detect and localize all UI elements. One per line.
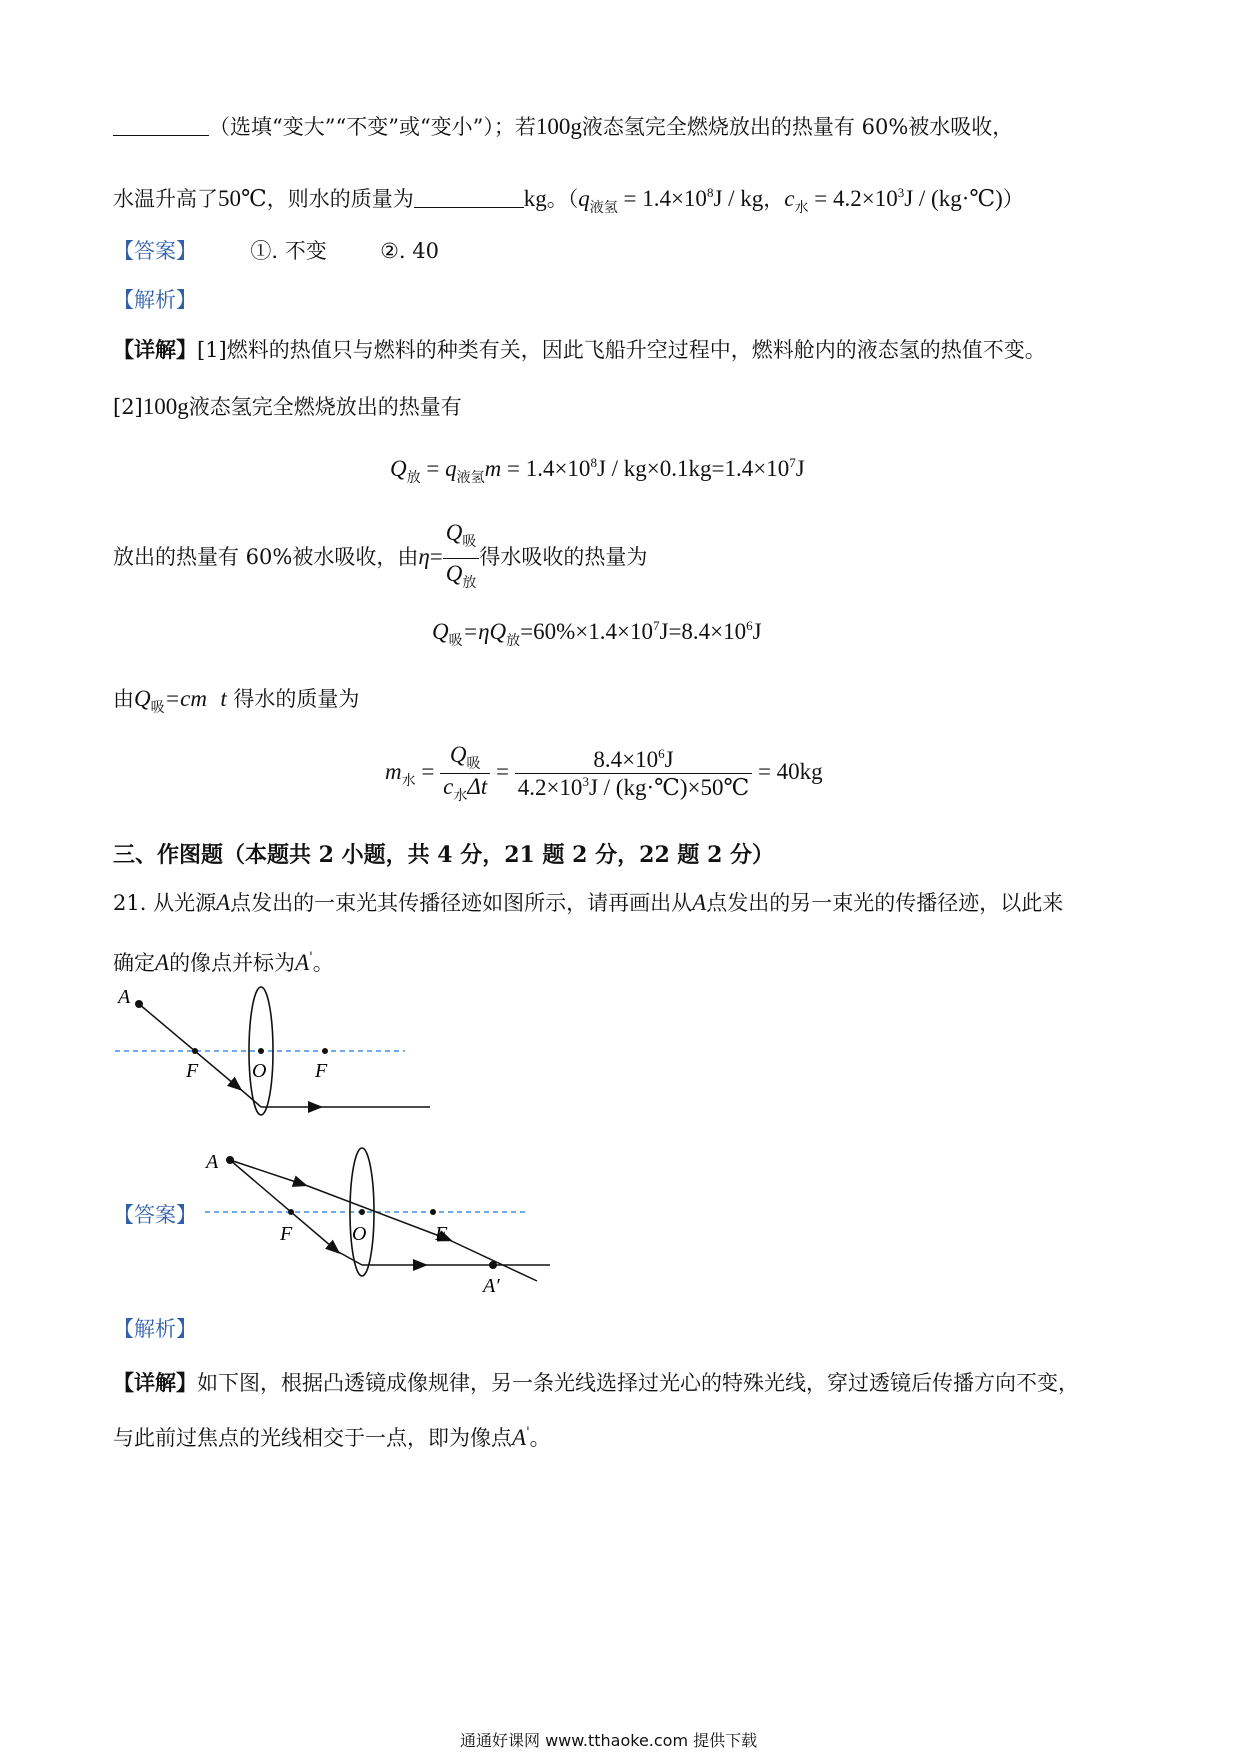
from-text-a: 由 bbox=[113, 687, 134, 711]
q21-detail-tag: 【详解】 bbox=[113, 1370, 197, 1395]
q20-detail-1 bbox=[113, 335, 1046, 365]
from-line bbox=[113, 684, 359, 724]
eq3-f1-den: c bbox=[443, 774, 454, 799]
eq3-m-sub: 水 bbox=[401, 773, 416, 789]
label-A-prime: A′ bbox=[483, 1275, 500, 1297]
q21-text-2a: 确定 bbox=[113, 951, 155, 975]
eq1-equals: = bbox=[426, 456, 440, 481]
label-F-right-answer: F bbox=[435, 1223, 448, 1245]
q21-detail-prime: ' bbox=[526, 1425, 530, 1440]
q21-detail-text-2b: 。 bbox=[529, 1426, 551, 1450]
eq1-exp1: 8 bbox=[590, 455, 597, 470]
q-exponent: 8 bbox=[706, 185, 714, 200]
from-t: t bbox=[220, 686, 227, 711]
detail-text-2: 液态氢完全燃烧放出的热量有 bbox=[188, 395, 462, 419]
q20-given-q bbox=[578, 185, 764, 216]
efficiency-fraction bbox=[443, 518, 480, 599]
eq3-f1-num-sub: 吸 bbox=[466, 757, 481, 772]
eq2-exp1: 7 bbox=[653, 618, 660, 633]
q21-answer-tag: 【答案】 bbox=[113, 1203, 197, 1227]
eq3-f2-den-exp: 3 bbox=[582, 774, 589, 789]
optical-center-O-answer bbox=[359, 1209, 365, 1215]
label-A-answer: A bbox=[206, 1151, 219, 1173]
q20-choice-text: （选填“变大”“不变”或“变小”）；若 bbox=[209, 115, 536, 139]
label-F-left-answer: F bbox=[280, 1223, 293, 1245]
q21-analysis-tag: 【解析】 bbox=[113, 1317, 197, 1341]
ray-through-focus-tail bbox=[335, 1250, 362, 1265]
eff-num: Q bbox=[445, 520, 463, 545]
footer-watermark[interactable]: 通通好课网 www.tthaoke.com 提供下载 bbox=[460, 1731, 758, 1750]
label-F-right: F bbox=[315, 1060, 328, 1082]
comma: ， bbox=[763, 187, 785, 211]
eta-symbol: η bbox=[418, 544, 430, 569]
focus-F-right bbox=[322, 1048, 328, 1054]
equation-q-absorb bbox=[432, 618, 762, 650]
eq1-Q-sub: 放 bbox=[406, 471, 421, 486]
analysis-tag: 【解析】 bbox=[113, 288, 197, 312]
q20-given-c bbox=[784, 185, 1003, 216]
eq2-Q: Q bbox=[432, 619, 449, 644]
lens-diagram-question bbox=[110, 985, 440, 1125]
q20-detail-2 bbox=[113, 392, 462, 422]
eq1-q-sub: 液氢 bbox=[456, 471, 485, 486]
lens-diagram-answer bbox=[200, 1140, 560, 1300]
from-Q-sub: 吸 bbox=[150, 701, 165, 716]
c-value: = 4.2×10 bbox=[814, 186, 898, 211]
q21-detail-A: A bbox=[512, 1425, 527, 1450]
q20-line2-text: 水温升高了 bbox=[113, 187, 218, 211]
label-O-answer: O bbox=[352, 1223, 367, 1245]
q20-line2-text-b: ，则水的质量为 bbox=[266, 187, 414, 211]
eq1-rhs3: J bbox=[795, 456, 805, 481]
c-symbol: c bbox=[784, 186, 795, 211]
eq2-exp2: 6 bbox=[746, 618, 753, 633]
eq3-f2-num-exp: 6 bbox=[658, 746, 665, 761]
q20-mass: 100g bbox=[535, 114, 582, 139]
eq3-fraction-1 bbox=[440, 742, 490, 805]
q21-A2: A bbox=[692, 890, 707, 915]
eq3-equals: = bbox=[421, 758, 435, 784]
focus-F-right-answer bbox=[430, 1209, 436, 1215]
detail-2-prefix: [2] bbox=[113, 395, 143, 419]
eq3-f2-num-unit: J bbox=[664, 747, 674, 772]
q21-detail-text-2a: 与此前过焦点的光线相交于一点，即为像点 bbox=[113, 1426, 512, 1450]
q21-detail-2 bbox=[113, 1418, 551, 1453]
equation-water-mass bbox=[385, 742, 823, 805]
c-subscript: 水 bbox=[794, 201, 809, 216]
equation-q-release bbox=[390, 455, 805, 487]
q-value: = 1.4×10 bbox=[623, 186, 707, 211]
q20-paren-close: ） bbox=[1002, 187, 1024, 211]
from-Q: Q bbox=[134, 686, 151, 711]
eq2-mid: =ηQ bbox=[462, 619, 507, 644]
eq2-rhs: =60%×1.4×10 bbox=[520, 619, 653, 644]
eq1-q: q bbox=[445, 456, 457, 481]
eq1-rhs: = 1.4×10 bbox=[506, 456, 591, 481]
detail-tag: 【详解】 bbox=[113, 337, 197, 362]
eq1-m: m bbox=[484, 456, 502, 481]
q21-text-1: 21. 从光源 bbox=[113, 891, 217, 915]
q20-line1-rest: 液态氢完全燃烧放出的热量有 60%被水吸收， bbox=[581, 115, 1014, 139]
answer-tag: 【答案】 bbox=[113, 239, 197, 263]
q21-A4: A bbox=[295, 950, 310, 975]
answer-blank-1[interactable] bbox=[113, 113, 209, 136]
q21-A3: A bbox=[155, 950, 170, 975]
eq2-rhs2: J=8.4×10 bbox=[659, 619, 747, 644]
q21-detail-text-1: 如下图，根据凸透镜成像规律，另一条光线选择过光心的特殊光线，穿过透镜后传播方向不变， bbox=[197, 1371, 1079, 1395]
label-A: A bbox=[118, 986, 131, 1008]
q20-unit: kg bbox=[523, 186, 547, 211]
eq1-Q: Q bbox=[390, 456, 407, 481]
q21-line1 bbox=[113, 888, 1063, 918]
q20-line1 bbox=[113, 112, 1013, 142]
eq3-f1-den-sub: 水 bbox=[453, 789, 468, 804]
q21-text-1c: 点发出的另一束光的传播径迹，以此来 bbox=[706, 891, 1064, 915]
q21-prime: ' bbox=[309, 950, 313, 965]
q20-paren-open: 。（ bbox=[546, 187, 579, 211]
eff-den-sub: 放 bbox=[462, 576, 477, 591]
eq2-Q-sub: 吸 bbox=[448, 634, 463, 649]
eq2-rhs3: J bbox=[752, 619, 762, 644]
detail-2-mass: 100g bbox=[142, 394, 189, 419]
optical-center-O bbox=[258, 1048, 264, 1054]
q-unit: J / kg bbox=[713, 186, 764, 211]
section-3-title: 三、作图题（本题共 2 小题，共 4 分，21 题 2 分，22 题 2 分） bbox=[113, 842, 775, 868]
q-subscript: 液氢 bbox=[589, 201, 618, 216]
ray-through-center bbox=[230, 1160, 305, 1185]
eq2-mid-sub: 放 bbox=[506, 634, 521, 649]
q21-detail-1 bbox=[113, 1368, 1079, 1398]
answer-1: ①. 不变 bbox=[250, 239, 327, 263]
eq1-exp2: 7 bbox=[789, 455, 796, 470]
eff-num-sub: 吸 bbox=[462, 535, 477, 550]
eff-den: Q bbox=[445, 561, 463, 586]
label-O: O bbox=[252, 1060, 267, 1082]
from-eq: =cm bbox=[164, 686, 207, 711]
eq1-rhs2: J / kg×0.1kg=1.4×10 bbox=[596, 456, 790, 481]
eq3-result: = 40kg bbox=[757, 758, 823, 784]
q21-A1: A bbox=[216, 890, 231, 915]
eq3-f1-den-t: Δt bbox=[467, 774, 488, 799]
eq3-f2-den: 4.2×10 bbox=[517, 775, 583, 800]
eff-text-b: 得水吸收的热量为 bbox=[479, 545, 648, 569]
q-symbol: q bbox=[578, 186, 590, 211]
answer-2: ②. 40 bbox=[380, 239, 440, 263]
eq3-equals-2: = bbox=[495, 758, 509, 784]
q21-line2 bbox=[113, 943, 334, 978]
q21-text-2c: 。 bbox=[312, 951, 334, 975]
answer-blank-2[interactable] bbox=[414, 185, 524, 208]
label-F-left: F bbox=[186, 1060, 199, 1082]
c-unit: J / (kg·℃) bbox=[904, 186, 1003, 211]
eq3-fraction-2 bbox=[515, 746, 752, 801]
eff-text-a: 放出的热量有 60%被水吸收，由 bbox=[113, 545, 419, 569]
q20-answer bbox=[113, 236, 439, 266]
ray-incident-tail bbox=[238, 1087, 261, 1107]
q21-text-1b: 点发出的一束光其传播径迹如图所示，请再画出从 bbox=[230, 891, 693, 915]
efficiency-line bbox=[113, 518, 647, 599]
q20-line2 bbox=[113, 178, 1024, 224]
eq3-f2-num: 8.4×10 bbox=[593, 747, 659, 772]
eq3-m: m bbox=[385, 758, 402, 784]
c-exponent: 3 bbox=[897, 185, 905, 200]
from-text-b: 得水的质量为 bbox=[233, 687, 360, 711]
q21-text-2b: 的像点并标为 bbox=[169, 951, 296, 975]
eq3-f1-num: Q bbox=[449, 742, 467, 767]
detail-text-1: [1]燃料的热值只与燃料的种类有关，因此飞船升空过程中，燃料舱内的液态氢的热值不变。 bbox=[197, 338, 1046, 362]
eff-equals: = bbox=[429, 544, 443, 569]
eq3-f2-den-unit: J / (kg·℃)×50℃ bbox=[588, 775, 750, 800]
q20-temp: 50℃ bbox=[218, 186, 267, 211]
